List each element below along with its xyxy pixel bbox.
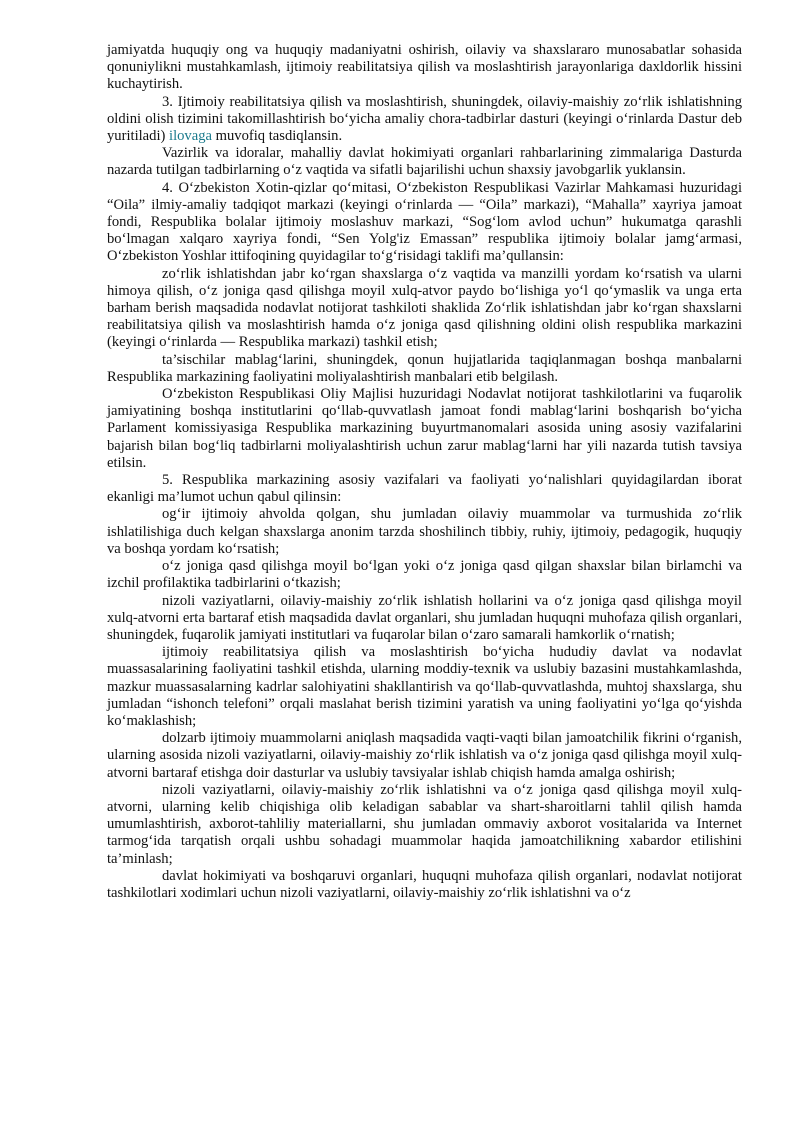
paragraph-continuation: jamiyatda huquqiy ong va huquqiy madaniyatni oshirish, oilaviy va shaxslararo munosabatlar sohasida qonuniylikni mustahkamlash, ijtimoiy reabilitatsiya qilish va moslashtirish jarayonlariga daxldorlik hissini kuchaytirish. bbox=[107, 42, 742, 93]
paragraph: og‘ir ijtimoiy ahvolda qolgan, shu jumladan oilaviy muammolar va turmushida zo‘rlik ishlatilishiga duch kelgan shaxslarga anonim tarzda shoshilinch tibbiy, ruhiy, ijtimoiy, pedagogik, huquqiy va boshqa yordam ko‘rsatish; bbox=[107, 506, 742, 557]
annex-link[interactable]: ilovaga bbox=[169, 128, 212, 145]
paragraph: dolzarb ijtimoiy muammolarni aniqlash maqsadida vaqti-vaqti bilan jamoatchilik fikrini o‘rganish, ularning asosida nizoli vaziyatlarni, oilaviy-maishiy zo‘rlik ishlatish va o‘z joniga qasd qilishga moyil xulq-atvorni bartaraf etishga doir dasturlar va uslubiy tavsiyalar ishlab chiqish hamda amalga oshirish; bbox=[107, 730, 742, 781]
paragraph: davlat hokimiyati va boshqaruvi organlari, huquqni muhofaza qilish organlari, nodavlat notijorat tashkilotlari xodimlari uchun nizoli vaziyatlarni, oilaviy-maishiy zo‘rlik ishlatishni va o‘z bbox=[107, 867, 742, 901]
paragraph: ta’sischilar mablag‘larini, shuningdek, qonun hujjatlarida taqiqlanmagan boshqa manbalarni Respublika markazining faoliyatini moliyalashtirish manbalari etib belgilash. bbox=[107, 351, 742, 385]
paragraph-item-3 bbox=[107, 94, 742, 146]
paragraph-text: muvofiq tasdiqlansin. bbox=[211, 128, 343, 145]
paragraph-item-5: 5. Respublika markazining asosiy vazifalari va faoliyati yo‘nalishlari quyidagilardan iborat ekanligi ma’lumot uchun qabul qilinsin: bbox=[107, 472, 742, 506]
paragraph-item-4: 4. O‘zbekiston Xotin-qizlar qo‘mitasi, O‘zbekiston Respublikasi Vazirlar Mahkamasi huzuridagi “Oila” ilmiy-amaliy tadqiqot markazi (keyingi o‘rinlarda — “Oila” markazi), “Mahalla” xayriya jamoat fondi, Respublika bolalar ijtimoiy moslashuv markazi, “Sog‘lom avlod uchun” hukumatga qarashli bo‘lmagan xalqaro xayriya fondi, “Sen Yolg'iz Emassan” respublika ijtimoiy bolalar jamg‘armasi, O‘zbekiston Yoshlar ittifoqining quyidagilar to‘g‘risidagi taklifi ma’qullansin: bbox=[107, 179, 742, 265]
paragraph: nizoli vaziyatlarni, oilaviy-maishiy zo‘rlik ishlatish hollarini va o‘z joniga qasd qilishga moyil xulq-atvorni erta bartaraf etish maqsadida davlat organlari, shu jumladan huquqni muhofaza qilish organlari, shuningdek, fuqarolik jamiyati institutlari va fuqarolar bilan o‘zaro samarali hamkorlik o‘rnatish; bbox=[107, 592, 742, 643]
paragraph-text: 3. Ijtimoiy reabilitatsiya qilish va moslashtirish, shuningdek, oilaviy-maishiy zo‘rlik ishlatishning oldini olish tizimini takomillashtirish bo‘yicha amaliy chora-tadbirlar dasturi (keyingi o‘rinlarda Dastur deb yuritiladi) bbox=[107, 93, 742, 145]
paragraph: nizoli vaziyatlarni, oilaviy-maishiy zo‘rlik ishlatishni va o‘z joniga qasd qilishga moyil xulq-atvorni, ularning kelib chiqishiga olib keladigan sabablar va shart-sharoitlarni tahlil qilish hamda umumlashtirish, axborot-tahliliy materiallarni, shu jumladan ommaviy axborot vositalarida va Internet tarmog‘ida tarqatish orqali ushbu sohadagi muammolar haqida jamoatchilikning xabardor etilishini ta’minlash; bbox=[107, 781, 742, 867]
paragraph: ijtimoiy reabilitatsiya qilish va moslashtirish bo‘yicha hududiy davlat va nodavlat muassasalarining faoliyatini tashkil etishda, ularning moddiy-texnik va uslubiy bazasini mustahkamlashda, mazkur muassasalarning kadrlar salohiyatini shakllantirish va qo‘llab-quvvatlashda, muhtoj shaxslarga, shu jumladan “ishonch telefoni” orqali maslahat berish tizimini yaratish va uning faoliyatini yo‘lga qo‘yishda ko‘maklashish; bbox=[107, 644, 742, 729]
paragraph: o‘z joniga qasd qilishga moyil bo‘lgan yoki o‘z joniga qasd qilgan shaxslar bilan birlamchi va izchil profilaktika tadbirlarini o‘tkazish; bbox=[107, 558, 742, 592]
paragraph: O‘zbekiston Respublikasi Oliy Majlisi huzuridagi Nodavlat notijorat tashkilotlarini va fuqarolik jamiyatining boshqa institutlarini qo‘llab-quvvatlash jamoat fondi mablag‘larini boshqarish bo‘yicha Parlament komissiyasiga Respublika markazining buyurtmanomalari asosida uning asosiy vazifalarini bajarish bilan bog‘liq tadbirlarni moliyalashtirish uchun zarur mablag‘larni har yili nazarda tutish tavsiya etilsin. bbox=[107, 386, 742, 471]
paragraph: Vazirlik va idoralar, mahalliy davlat hokimiyati organlari rahbarlarining zimmalariga Dasturda nazarda tutilgan tadbirlarning o‘z vaqtida va sifatli bajarilishi uchun shaxsiy javobgarlik yuklansin. bbox=[107, 145, 742, 179]
paragraph: zo‘rlik ishlatishdan jabr ko‘rgan shaxslarga o‘z vaqtida va manzilli yordam ko‘rsatish va ularni himoya qilish, o‘z joniga qasd qilishga moyil xulq-atvor paydo bo‘lishiga yo‘l qo‘ymaslik va unga erta barham berish maqsadida nodavlat notijorat tashkiloti shaklida Zo‘rlik ishlatishdan jabr ko‘rgan shaxslarni reabilitatsiya qilish va moslashtirish hamda o‘z joniga qasd qilishning oldini olish respublika markazini (keyingi o‘rinlarda — Respublika markazi) tashkil etish; bbox=[107, 265, 742, 351]
